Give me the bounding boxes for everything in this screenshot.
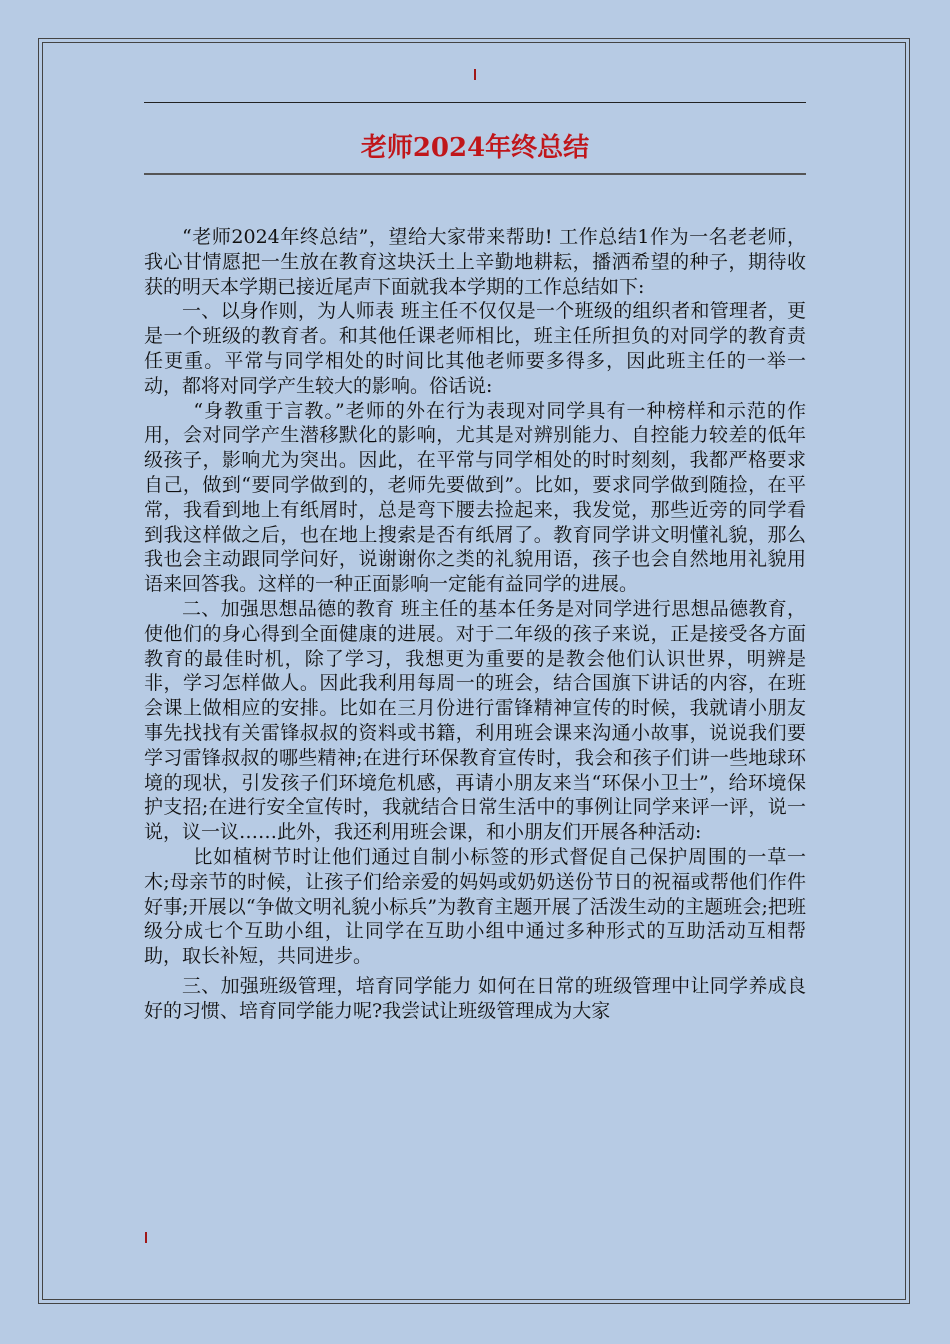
paragraph-section-2: 二、加强思想品德的教育 班主任的基本任务是对同学进行思想品德教育，使他们的身心得到全面健康的进展。对于二年级的孩子来说，正是接受各方面教育的最佳时机，除了学习，我想更为重要的是教会他们认识世界，明辨是非，学习怎样做人。因此我利用每周一的班会，结合国旗下讲话的内容，在班会课上做相应的安排。比如在三月份进行雷锋精神宣传的时候，我就请小朋友事先找找有关雷锋叔叔的资料或书籍，利用班会课来沟通小故事，说说我们要学习雷锋叔叔的哪些精神;在进行环保教育宣传时，我会和孩子们讲一些地球环境的现状，引发孩子们环境危机感，再请小朋友来当“环保小卫士”，给环境保护支招;在进行安全宣传时，我就结合日常生活中的事例让同学来评一评，说一说，议一议……此外，我还利用班会课，和小朋友们开展各种活动: xyxy=(144,597,806,844)
document-body xyxy=(144,225,806,1024)
header-mark xyxy=(474,69,476,80)
document-title: 老师2024年终总结 xyxy=(360,133,590,163)
paragraph-section-1: 一、以身作则，为人师表 班主任不仅仅是一个班级的组织者和管理者，更是一个班级的教育者。和其他任课老师相比，班主任所担负的对同学的教育责任更重。平常与同学相处的时间比其他老师要多得多，因此班主任的一举一动，都将对同学产生较大的影响。俗话说: xyxy=(144,300,806,397)
paragraph-section-2-activities: 比如植树节时让他们通过自制小标签的形式督促自己保护周围的一草一木;母亲节的时候，让孩子们给亲爱的妈妈或奶奶送份节日的祝福或帮他们作件好事;开展以“争做文明礼貌小标兵”为教育主题开展了活泼生动的主题班会;把班级分成七个互助小组，让同学在互助小组中通过多种形式的互助活动互相帮助，取长补短，共同进步。 xyxy=(144,845,806,968)
paragraph-section-3: 三、加强班级管理，培育同学能力 如何在日常的班级管理中让同学养成良好的习惯、培育同学能力呢?我尝试让班级管理成为大家 xyxy=(144,974,806,1022)
paragraph-intro: “老师2024年终总结”，望给大家带来帮助! 工作总结1作为一名老老师，我心甘情愿把一生放在教育这块沃土上辛勤地耕耘，播洒希望的种子，期待收获的明天本学期已接近尾声下面就我本学期的工作总结如下: xyxy=(144,226,806,298)
paragraph-section-1-continued: “身教重于言教。”老师的外在行为表现对同学具有一种榜样和示范的作用，会对同学产生潜移默化的影响，尤其是对辨别能力、自控能力较差的低年级孩子，影响尤为突出。因此，在平常与同学相处的时时刻刻，我都严格要求自己，做到“要同学做到的，老师先要做到”。比如，要求同学做到随捡，在平常，我看到地上有纸屑时，总是弯下腰去捡起来，我发觉，那些近旁的同学看到我这样做之后，也在地上搜索是否有纸屑了。教育同学讲文明懂礼貌，那么我也会主动跟同学问好，说谢谢你之类的礼貌用语，孩子也会自然地用礼貌用语来回答我。这样的一种正面影响一定能有益同学的进展。 xyxy=(144,399,806,596)
title-rule xyxy=(144,173,806,175)
footer-mark xyxy=(145,1232,147,1243)
header-rule xyxy=(144,102,806,103)
